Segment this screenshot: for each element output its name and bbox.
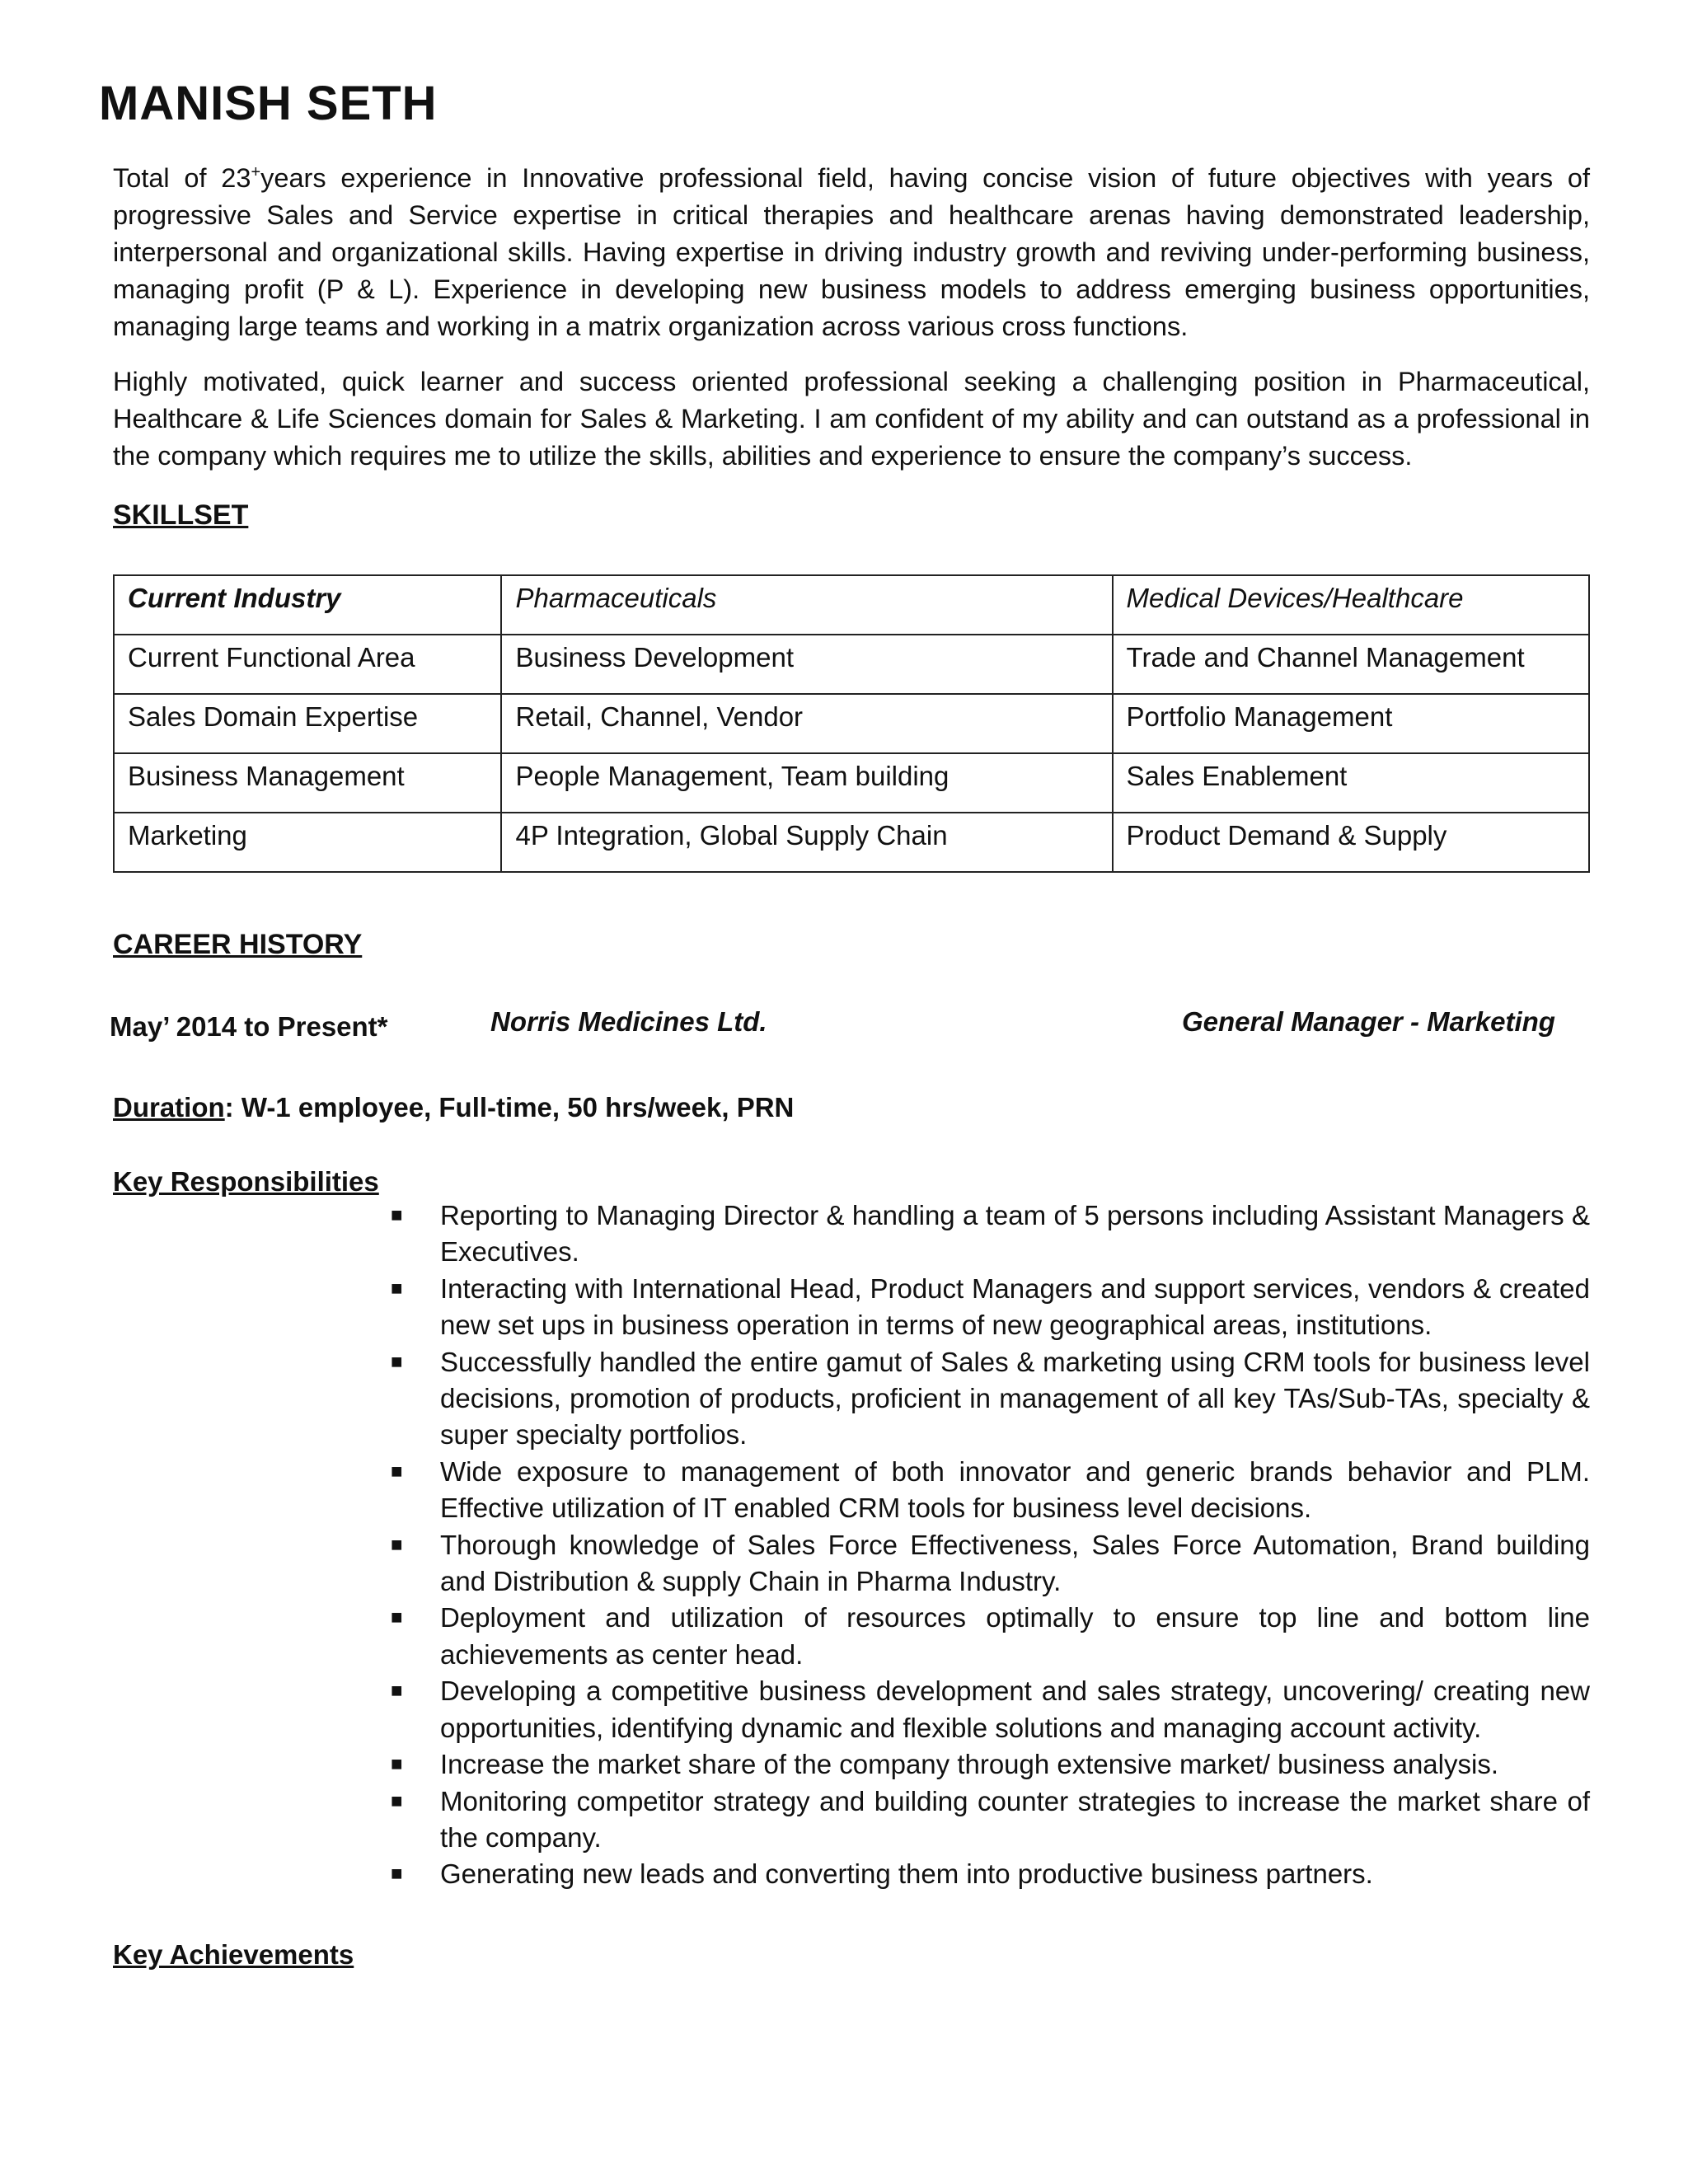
table-cell: Sales Domain Expertise xyxy=(114,694,501,753)
bullet-icon: ■ xyxy=(391,1277,403,1300)
duration-label: Duration xyxy=(113,1092,225,1122)
summary-paragraph-2: Highly motivated, quick learner and success oriented professional seeking a challenging position in Pharmaceutical, Healthcare & Life Sciences domain for Sales & Marketing. I am confident of my ability and can outstand as a professional in the company which requires me to utilize the skills, abilities and experience to ensure the company’s success. xyxy=(113,367,1590,471)
table-row xyxy=(114,635,1589,694)
list-item-text: Reporting to Managing Director & handling a team of 5 persons including Assistant Managers & Executives. xyxy=(440,1200,1590,1268)
list-item-text: Wide exposure to management of both innovator and generic brands behavior and PLM. Effective utilization of IT enabled CRM tools for business level decisions. xyxy=(440,1455,1590,1524)
list-item-text: Generating new leads and converting them into productive business partners. xyxy=(440,1858,1373,1890)
list-item-text: Monitoring competitor strategy and building counter strategies to increase the market share of the company. xyxy=(440,1785,1590,1853)
bullet-icon: ■ xyxy=(391,1350,403,1373)
table-cell: Current Industry xyxy=(114,575,501,635)
list-item xyxy=(391,1527,1590,1601)
table-cell: People Management, Team building xyxy=(501,753,1112,813)
table-cell: Marketing xyxy=(114,813,501,872)
job-title: General Manager - Marketing xyxy=(1182,1006,1555,1037)
bullet-icon: ■ xyxy=(391,1460,403,1483)
duration-value: : W-1 employee, Full-time, 50 hrs/week, PRN xyxy=(224,1092,795,1122)
table-cell: Business Development xyxy=(501,635,1112,694)
job-company: Norris Medicines Ltd. xyxy=(490,1006,767,1037)
bullet-icon: ■ xyxy=(391,1606,403,1629)
list-item-text: Developing a competitive business development and sales strategy, uncovering/ creating new opportunities, identifying dynamic and flexible solutions and managing account activity. xyxy=(440,1675,1590,1743)
table-row xyxy=(114,575,1589,635)
bullet-icon: ■ xyxy=(391,1863,403,1886)
table-cell: Portfolio Management xyxy=(1113,694,1589,753)
table-cell: 4P Integration, Global Supply Chain xyxy=(501,813,1112,872)
job-date: May’ 2014 to Present* xyxy=(110,1011,388,1042)
table-cell: Trade and Channel Management xyxy=(1113,635,1589,694)
table-cell: Medical Devices/Healthcare xyxy=(1113,575,1589,635)
list-item-text: Increase the market share of the company through extensive market/ business analysis. xyxy=(440,1749,1498,1780)
list-item-text: Deployment and utilization of resources optimally to ensure top line and bottom line achievements as center head. xyxy=(440,1602,1590,1670)
table-cell: Product Demand & Supply xyxy=(1113,813,1589,872)
table-cell: Sales Enablement xyxy=(1113,753,1589,813)
summary-rest: years experience in Innovative professional field, having concise vision of future objectives with years of progressive Sales and Service expertise in critical therapies and healthcare arenas having demonstrated leadership, interpersonal and organizational skills. Having expertise in driving industry growth and reviving under-performing business, managing profit (P & L). Experience in developing new business models to address emerging business opportunities, managing large teams and working in a matrix organization across various cross functions. xyxy=(113,163,1590,341)
list-item-text: Interacting with International Head, Product Managers and support services, vendors & created new set ups in business operation in terms of new geographical areas, institutions. xyxy=(440,1272,1590,1341)
list-item xyxy=(391,1673,1590,1746)
table-row xyxy=(114,694,1589,753)
table-row xyxy=(114,813,1589,872)
candidate-name: MANISH SETH xyxy=(99,77,438,130)
bullet-icon: ■ xyxy=(391,1789,403,1812)
table-cell: Business Management xyxy=(114,753,501,813)
job-duration xyxy=(113,1090,794,1126)
career-history-heading: CAREER HISTORY xyxy=(113,929,363,960)
list-item xyxy=(391,1197,1590,1271)
list-item xyxy=(391,1600,1590,1673)
list-item xyxy=(391,1856,1590,1892)
list-item xyxy=(391,1783,1590,1857)
bullet-icon: ■ xyxy=(391,1680,403,1703)
bullet-icon: ■ xyxy=(391,1204,403,1226)
table-cell: Pharmaceuticals xyxy=(501,575,1112,635)
table-cell: Current Functional Area xyxy=(114,635,501,694)
list-item xyxy=(391,1454,1590,1527)
list-item-text: Thorough knowledge of Sales Force Effectiveness, Sales Force Automation, Brand building and Distribution & supply Chain in Pharma Industry. xyxy=(440,1529,1590,1597)
skillset-table xyxy=(113,574,1590,873)
list-item xyxy=(391,1344,1590,1454)
summary-paragraph-1 xyxy=(113,160,1590,345)
bullet-icon: ■ xyxy=(391,1533,403,1556)
list-item xyxy=(391,1271,1590,1344)
key-achievements-heading: Key Achievements xyxy=(113,1939,354,1970)
table-row xyxy=(114,753,1589,813)
list-item-text: Successfully handled the entire gamut of Sales & marketing using CRM tools for business level decisions, promotion of products, proficient in management of all key TAs/Sub-TAs, specialty & super specialty portfolios. xyxy=(440,1346,1590,1451)
skillset-heading: SKILLSET xyxy=(113,499,249,531)
list-item xyxy=(391,1746,1590,1783)
key-responsibilities-heading: Key Responsibilities xyxy=(113,1166,379,1197)
table-cell: Retail, Channel, Vendor xyxy=(501,694,1112,753)
summary-lead: Total of 23 xyxy=(113,163,251,193)
bullet-icon: ■ xyxy=(391,1753,403,1776)
responsibilities-list xyxy=(391,1197,1590,1893)
summary-superscript: + xyxy=(251,163,261,182)
